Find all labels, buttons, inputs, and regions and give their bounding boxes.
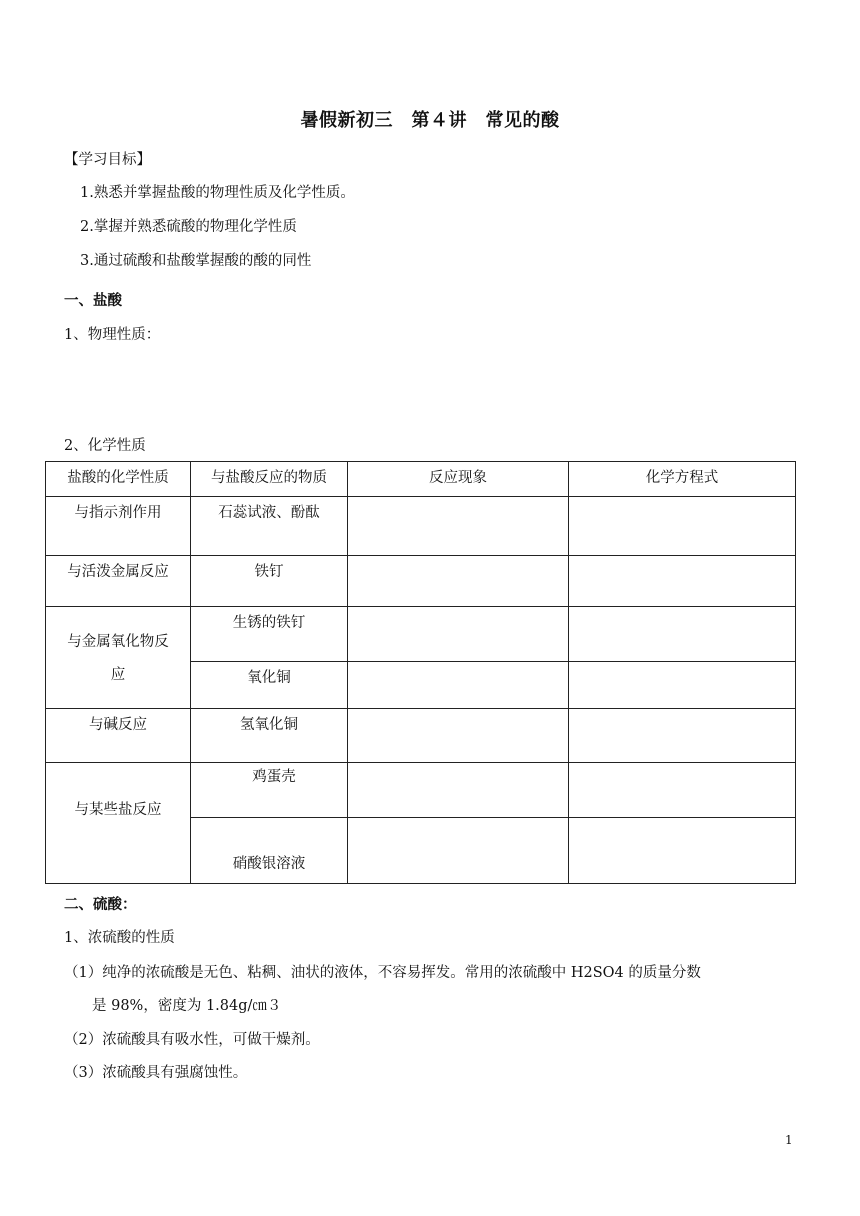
conc-sulfuric-subheading: 1、浓硫酸的性质	[64, 930, 175, 946]
equation-cell	[569, 662, 796, 709]
objective-item-2: 2.掌握并熟悉硫酸的物理化学性质	[80, 219, 297, 235]
substance-cell: 石蕊试液、酚酞	[191, 497, 348, 556]
paragraph-2: （2）浓硫酸具有吸水性，可做干燥剂。	[64, 1032, 320, 1048]
substance-cell: 硝酸银溶液	[191, 818, 348, 884]
substance-cell: 鸡蛋壳	[191, 763, 348, 818]
table-header-cell: 与盐酸反应的物质	[191, 462, 348, 497]
objective-item-3: 3.通过硫酸和盐酸掌握酸的酸的同性	[80, 253, 312, 269]
section-hcl-heading: 一、盐酸	[64, 292, 122, 309]
equation-cell	[569, 497, 796, 556]
page-title: 暑假新初三 第４讲 常见的酸	[300, 110, 560, 131]
equation-cell	[569, 763, 796, 818]
property-cell: 与碱反应	[46, 709, 191, 763]
equation-cell	[569, 607, 796, 662]
equation-cell	[569, 818, 796, 884]
table-header-cell: 盐酸的化学性质	[46, 462, 191, 497]
paragraph-1: （1）纯净的浓硫酸是无色、粘稠、油状的液体，不容易挥发。常用的浓硫酸中 H2SO4 的质量分数	[64, 965, 701, 981]
phenomenon-cell	[348, 763, 569, 818]
objectives-heading: 【学习目标】	[64, 152, 151, 168]
property-cell: 与活泼金属反应	[46, 556, 191, 607]
table-row	[46, 709, 796, 763]
table-row	[46, 763, 796, 818]
phenomenon-cell	[348, 607, 569, 662]
page-number: 1	[785, 1133, 793, 1147]
phenomenon-cell	[348, 497, 569, 556]
physical-properties-label: 1、物理性质：	[64, 327, 161, 343]
objective-item-1: 1.熟悉并掌握盐酸的物理性质及化学性质。	[80, 185, 355, 201]
substance-cell: 生锈的铁钉	[191, 607, 348, 662]
phenomenon-cell	[348, 709, 569, 763]
table-row	[46, 556, 796, 607]
substance-cell: 氧化铜	[191, 662, 348, 709]
table-header-cell: 反应现象	[348, 462, 569, 497]
chemical-properties-label: 2、化学性质	[64, 438, 146, 454]
table-header-row	[46, 462, 796, 497]
paragraph-1-continued: 是 98%，密度为 1.84g/㎝３	[92, 998, 282, 1014]
equation-cell	[569, 709, 796, 763]
property-cell: 与某些盐反应	[46, 763, 191, 884]
property-cell: 与金属氧化物反 应	[46, 607, 191, 709]
paragraph-3: （3）浓硫酸具有强腐蚀性。	[64, 1065, 248, 1081]
substance-cell: 铁钉	[191, 556, 348, 607]
equation-cell	[569, 556, 796, 607]
substance-cell: 氢氧化铜	[191, 709, 348, 763]
section-h2so4-heading: 二、硫酸：	[64, 896, 137, 913]
hcl-properties-table	[45, 461, 796, 884]
phenomenon-cell	[348, 556, 569, 607]
phenomenon-cell	[348, 662, 569, 709]
table-row	[46, 497, 796, 556]
property-cell: 与指示剂作用	[46, 497, 191, 556]
phenomenon-cell	[348, 818, 569, 884]
table-row	[46, 607, 796, 662]
table-header-cell: 化学方程式	[569, 462, 796, 497]
